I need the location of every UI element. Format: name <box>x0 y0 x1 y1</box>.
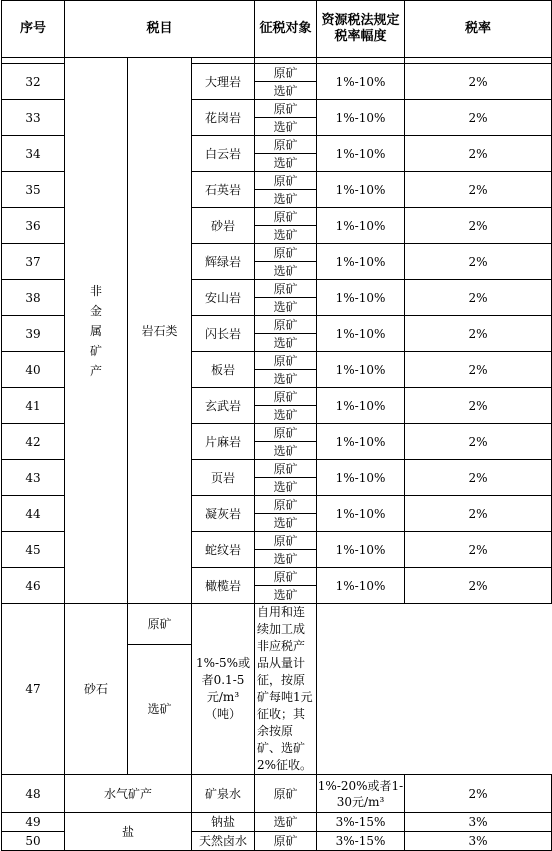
table-row <box>2 813 552 832</box>
rock-name: 页岩 <box>192 460 255 496</box>
row-number: 36 <box>2 208 65 244</box>
range-value: 3%-15% <box>317 813 405 832</box>
row-number: 32 <box>2 64 65 100</box>
ore-raw: 原矿 <box>255 316 317 334</box>
rock-name: 橄榄岩 <box>192 568 255 604</box>
ore-raw: 原矿 <box>255 496 317 514</box>
ore-raw: 原矿 <box>255 280 317 298</box>
ore-processed: 选矿 <box>255 334 317 352</box>
range-value: 1%-10% <box>317 388 405 424</box>
rate-value: 2% <box>405 316 552 352</box>
row-number: 33 <box>2 100 65 136</box>
group-nonmetal-char: 非 <box>89 283 102 298</box>
item-water-gas: 水气矿产 <box>65 775 192 813</box>
ore-raw: 原矿 <box>255 136 317 154</box>
row-number: 37 <box>2 244 65 280</box>
range-value: 1%-10% <box>317 532 405 568</box>
rock-name: 花岗岩 <box>192 100 255 136</box>
group-nonmetal-char: 产 <box>89 363 102 378</box>
row-number: 41 <box>2 388 65 424</box>
group-nonmetal-char: 属 <box>89 323 102 338</box>
range-value: 1%-20%或者1-30元/m³ <box>317 775 405 813</box>
header-range: 资源税法规定税率幅度 <box>317 1 405 58</box>
group-nonmetal-char: 金 <box>89 303 102 318</box>
rate-value: 2% <box>405 424 552 460</box>
ore-raw: 原矿 <box>255 352 317 370</box>
rate-value: 2% <box>405 496 552 532</box>
ore-raw: 原矿 <box>255 100 317 118</box>
rate-value: 2% <box>405 208 552 244</box>
ore-processed: 选矿 <box>255 118 317 136</box>
table-row <box>2 775 552 813</box>
range-value: 1%-10% <box>317 424 405 460</box>
range-value: 1%-10% <box>317 244 405 280</box>
rate-value: 2% <box>405 64 552 100</box>
row-number: 49 <box>2 813 65 832</box>
rock-name: 砂岩 <box>192 208 255 244</box>
ore-raw: 原矿 <box>128 604 192 645</box>
rate-value: 3% <box>405 813 552 832</box>
group-nonmetal-char: 矿 <box>89 343 102 358</box>
range-value: 1%-5%或者0.1-5元/m³（吨） <box>192 604 255 775</box>
row-number: 38 <box>2 280 65 316</box>
ore-raw: 原矿 <box>255 64 317 82</box>
rock-name: 砂石 <box>65 604 128 775</box>
group-nonmetal <box>65 58 128 604</box>
ore-raw: 原矿 <box>255 244 317 262</box>
row-number: 48 <box>2 775 65 813</box>
ore-raw: 原矿 <box>255 388 317 406</box>
row-number: 50 <box>2 832 65 851</box>
range-value: 1%-10% <box>317 100 405 136</box>
ore-processed: 选矿 <box>255 586 317 604</box>
group-salt: 盐 <box>65 813 192 851</box>
ore-processed: 选矿 <box>255 550 317 568</box>
object-value: 原矿 <box>255 832 317 851</box>
row-number: 40 <box>2 352 65 388</box>
row-number: 39 <box>2 316 65 352</box>
rock-name: 蛇纹岩 <box>192 532 255 568</box>
rate-value: 2% <box>405 100 552 136</box>
rate-value: 3% <box>405 832 552 851</box>
ore-processed: 选矿 <box>255 82 317 100</box>
rate-value: 2% <box>405 352 552 388</box>
ore-processed: 选矿 <box>128 644 192 774</box>
range-value: 3%-15% <box>317 832 405 851</box>
rock-name: 闪长岩 <box>192 316 255 352</box>
rate-note: 自用和连续加工成非应税产品从量计征，按原矿每吨1元征收；其余按原矿、选矿2%征收。 <box>255 604 317 775</box>
object-value: 原矿 <box>255 775 317 813</box>
range-value: 1%-10% <box>317 352 405 388</box>
rock-name: 安山岩 <box>192 280 255 316</box>
range-value: 1%-10% <box>317 64 405 100</box>
rock-name: 大理岩 <box>192 64 255 100</box>
item-name: 天然卤水 <box>192 832 255 851</box>
range-value: 1%-10% <box>317 496 405 532</box>
item-name: 钠盐 <box>192 813 255 832</box>
rock-name: 板岩 <box>192 352 255 388</box>
header-row <box>2 1 552 58</box>
range-value: 1%-10% <box>317 568 405 604</box>
group-nonmetal-label <box>90 284 102 378</box>
rate-value: 2% <box>405 136 552 172</box>
rate-value: 2% <box>405 280 552 316</box>
rock-name: 白云岩 <box>192 136 255 172</box>
rate-value: 2% <box>405 775 552 813</box>
table-row <box>2 604 552 645</box>
header-object: 征税对象 <box>255 1 317 58</box>
tax-rate-table <box>1 0 552 851</box>
rate-value: 2% <box>405 388 552 424</box>
row-number: 44 <box>2 496 65 532</box>
row-number: 47 <box>2 604 65 775</box>
ore-processed: 选矿 <box>255 514 317 532</box>
ore-raw: 原矿 <box>255 532 317 550</box>
ore-processed: 选矿 <box>255 226 317 244</box>
row-number: 45 <box>2 532 65 568</box>
ore-processed: 选矿 <box>255 262 317 280</box>
rate-value: 2% <box>405 568 552 604</box>
row-number: 42 <box>2 424 65 460</box>
item-name: 矿泉水 <box>192 775 255 813</box>
subgroup-rock: 岩石类 <box>128 58 192 604</box>
ore-processed: 选矿 <box>255 442 317 460</box>
rock-name: 辉绿岩 <box>192 244 255 280</box>
ore-processed: 选矿 <box>255 154 317 172</box>
header-rate: 税率 <box>405 1 552 58</box>
header-seq: 序号 <box>2 1 65 58</box>
ore-processed: 选矿 <box>255 370 317 388</box>
header-item: 税目 <box>65 1 255 58</box>
object-value: 选矿 <box>255 813 317 832</box>
ore-raw: 原矿 <box>255 568 317 586</box>
range-value: 1%-10% <box>317 316 405 352</box>
rate-value: 2% <box>405 532 552 568</box>
row-number: 35 <box>2 172 65 208</box>
ore-raw: 原矿 <box>255 460 317 478</box>
range-value: 1%-10% <box>317 280 405 316</box>
range-value: 1%-10% <box>317 136 405 172</box>
row-number: 43 <box>2 460 65 496</box>
rock-name: 石英岩 <box>192 172 255 208</box>
ore-raw: 原矿 <box>255 208 317 226</box>
row-number: 46 <box>2 568 65 604</box>
ore-processed: 选矿 <box>255 478 317 496</box>
ore-raw: 原矿 <box>255 172 317 190</box>
range-value: 1%-10% <box>317 460 405 496</box>
rate-value: 2% <box>405 244 552 280</box>
row-number: 34 <box>2 136 65 172</box>
rock-name: 玄武岩 <box>192 388 255 424</box>
rate-value: 2% <box>405 172 552 208</box>
ore-processed: 选矿 <box>255 298 317 316</box>
range-value: 1%-10% <box>317 172 405 208</box>
ore-processed: 选矿 <box>255 190 317 208</box>
rock-name: 凝灰岩 <box>192 496 255 532</box>
ore-raw: 原矿 <box>255 424 317 442</box>
rock-name: 片麻岩 <box>192 424 255 460</box>
rate-value: 2% <box>405 460 552 496</box>
ore-processed: 选矿 <box>255 406 317 424</box>
range-value: 1%-10% <box>317 208 405 244</box>
